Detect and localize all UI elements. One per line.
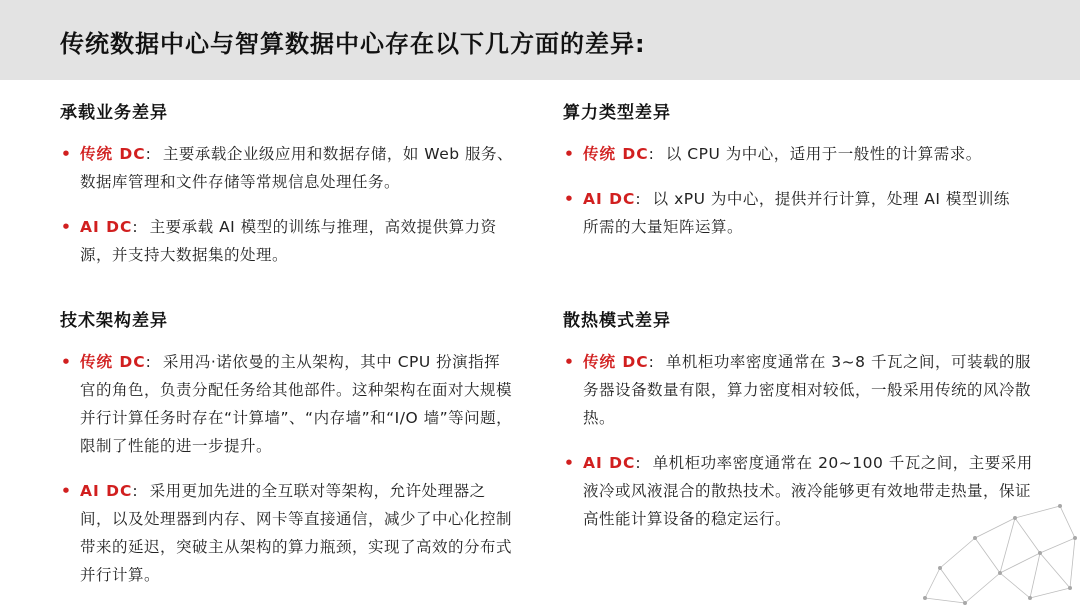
item-text: 单机柜功率密度通常在 3~8 千瓦之间，可装载的服务器设备数量有限，算力密度相对较低，一般采用传统的风冷散热。 <box>583 353 1032 427</box>
label-separator: : <box>648 353 654 371</box>
list-item-traditional-dc <box>563 348 1033 432</box>
list-item-ai-dc <box>563 185 1018 241</box>
list-item-ai-dc <box>60 477 515 589</box>
list-item-ai-dc <box>60 213 515 269</box>
bullet-icon: • <box>61 145 71 163</box>
list-item-traditional-dc <box>60 348 515 460</box>
network-mesh-decoration-icon <box>920 498 1080 608</box>
label-separator: : <box>145 145 151 163</box>
item-label: AI DC <box>80 482 133 500</box>
bullet-icon: • <box>61 218 71 236</box>
item-label: 传统 DC <box>583 353 649 371</box>
item-label: 传统 DC <box>80 353 146 371</box>
page-title: 传统数据中心与智算数据中心存在以下几方面的差异: <box>60 30 646 58</box>
label-separator: : <box>648 145 654 163</box>
item-text: 采用更加先进的全互联对等架构，允许处理器之间，以及处理器到内存、网卡等直接通信，减少了中心化控制带来的延迟，突破主从架构的算力瓶颈，实现了高效的分布式并行计算。 <box>80 482 513 584</box>
item-label: AI DC <box>583 190 636 208</box>
item-label: AI DC <box>583 454 636 472</box>
list-item-traditional-dc <box>563 140 1018 168</box>
section-business-difference <box>60 98 515 269</box>
bullet-icon: • <box>564 190 574 208</box>
section-title: 散热模式差异 <box>563 311 671 331</box>
section-title: 算力类型差异 <box>563 103 671 123</box>
item-label: 传统 DC <box>80 145 146 163</box>
list-item-traditional-dc <box>60 140 515 196</box>
header-bar <box>0 0 1080 80</box>
bullet-icon: • <box>564 454 574 472</box>
item-text: 采用冯·诺依曼的主从架构，其中 CPU 扮演指挥官的角色，负责分配任务给其他部件。这种架构在面对大规模并行计算任务时存在“计算墙”、“内存墙”和“I/O 墙”等问题，限制了性能的进一步提升。 <box>80 353 513 455</box>
section-architecture-difference <box>60 306 515 589</box>
section-compute-type-difference <box>563 98 1018 241</box>
label-separator: : <box>132 218 138 236</box>
bullet-icon: • <box>61 482 71 500</box>
bullet-icon: • <box>564 353 574 371</box>
item-text: 主要承载 AI 模型的训练与推理，高效提供算力资源，并支持大数据集的处理。 <box>80 218 497 264</box>
section-title: 技术架构差异 <box>60 311 168 331</box>
label-separator: : <box>635 190 641 208</box>
item-text: 单机柜功率密度通常在 20~100 千瓦之间，主要采用液冷或风液混合的散热技术。液冷能够更有效地带走热量，保证高性能计算设备的稳定运行。 <box>583 454 1033 528</box>
section-title: 承载业务差异 <box>60 103 168 123</box>
item-text: 以 CPU 为中心，适用于一般性的计算需求。 <box>665 145 982 163</box>
item-text: 以 xPU 为中心，提供并行计算，处理 AI 模型训练所需的大量矩阵运算。 <box>583 190 1010 236</box>
label-separator: : <box>145 353 151 371</box>
item-text: 主要承载企业级应用和数据存储，如 Web 服务、数据库管理和文件存储等常规信息处理任务。 <box>80 145 514 191</box>
label-separator: : <box>132 482 138 500</box>
item-label: 传统 DC <box>583 145 649 163</box>
bullet-icon: • <box>564 145 574 163</box>
label-separator: : <box>635 454 641 472</box>
bullet-icon: • <box>61 353 71 371</box>
item-label: AI DC <box>80 218 133 236</box>
